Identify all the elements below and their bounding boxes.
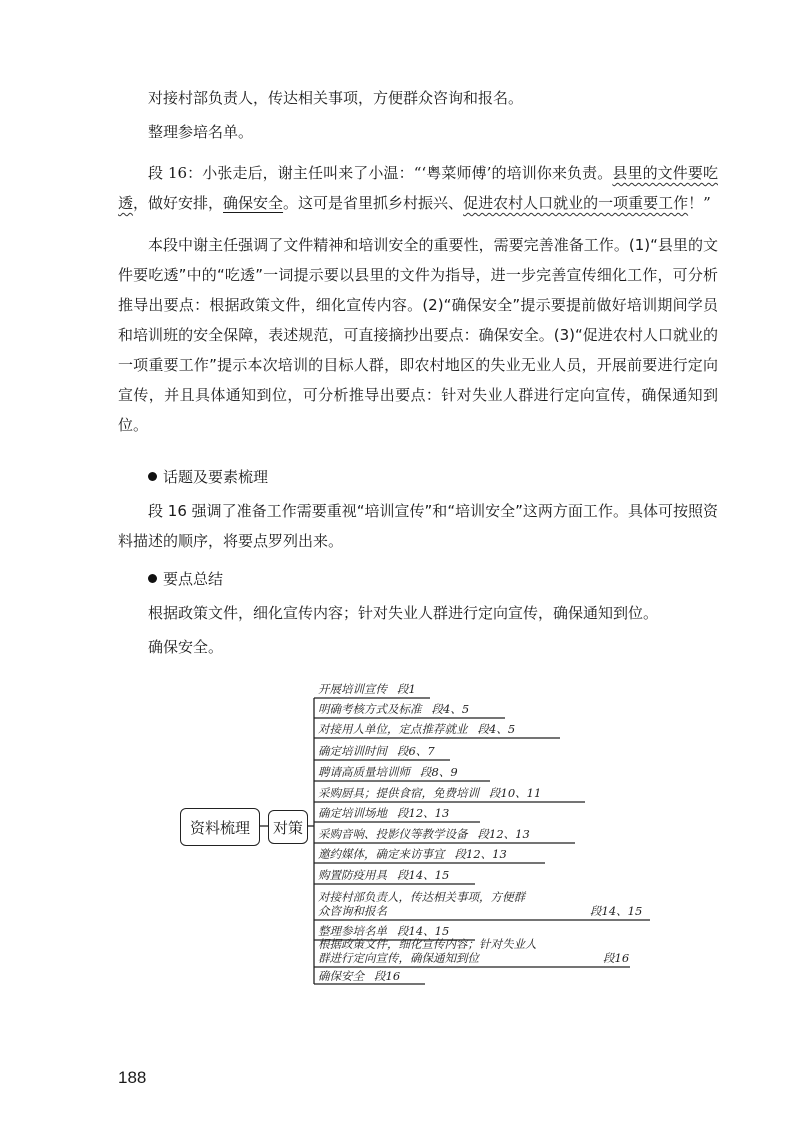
mindmap-root: 资料梳理 [180,808,260,846]
quote-part-a: 段 16：小张走后，谢主任叫来了小温：“‘粤菜师傅’的培训你来负责。 [148,164,613,182]
mindmap-item: 开展培训宣传 段1 [318,682,416,696]
quote-part-h: ！” [688,194,711,212]
mindmap-item: 采购厨具；提供食宿，免费培训 段10、11 [318,786,542,800]
mindmap-item: 确定培训场地 段12、13 [318,806,450,820]
summary-line-1: 根据政策文件，细化宣传内容；针对失业人群进行定向宣传，确保通知到位。 [148,604,659,622]
mindmap-item: 邀约媒体，确定来访事宜 段12、13 [318,847,507,861]
page-number: 188 [118,1068,147,1087]
body-line-2: 整理参培名单。 [148,123,254,141]
mindmap-item: 采购音响、投影仪等教学设备 段12、13 [318,827,530,841]
bullet-topic-label: 话题及要素梳理 [163,468,269,486]
mindmap-item: 根据政策文件，细化宣传内容；针对失业人 群进行定向宣传，确保通知到位 段16 [318,937,630,965]
mindmap-item: 整理参培名单 段14、15 [318,924,450,938]
bullet-dot-icon [148,574,157,583]
mindmap-item: 明确考核方式及标准 段4、5 [318,702,470,716]
analysis-paragraph: 本段中谢主任强调了文件精神和培训安全的重要性，需要完善准备工作。(1)“县里的文件要吃透”中的“吃透”一词提示要以县里的文件为指导，进一步完善宣传细化工作，可分析推导出要点：根据政策文件，细化宣传内容。(2)“确保安全”提示要提前做好培训期间学员和培训班的安全保障，表述规范，可直接摘抄出要点：确保安全。(3)“促进农村人口就业的一项重要工作”提示本次培训的目标人群，即农村地区的失业无业人员，开展前要进行定向宣传，并且具体通知到位，可分析推导出要点：针对失业人群进行定向宣传，确保通知到位。 [118,236,718,434]
bullet-summary-heading [148,564,223,594]
summary-line-2: 确保安全。 [148,638,224,656]
mindmap-item: 购置防疫用具 段14、15 [318,868,450,882]
quote-part-f: 。这可是省里抓乡村振兴、 [283,194,464,212]
bullet-topic-heading [148,462,268,492]
mindmap-item: 对接村部负责人，传达相关事项，方便群 众咨询和报名 段14、15 [318,890,643,918]
mindmap-item: 聘请高质量培训师 段8、9 [318,765,458,779]
bullet-dot-icon [148,472,157,481]
paragraph-16-quote [118,158,718,218]
topic-paragraph: 段 16 强调了准备工作需要重视“培训宣传”和“培训安全”这两方面工作。具体可按照资料描述的顺序，将要点罗列出来。 [118,502,718,550]
mindmap-item: 对接用人单位，定点推荐就业 段4、5 [318,722,516,736]
mindmap-item: 确定培训时间 段6、7 [318,744,435,758]
quote-highlight-file-end: 透 [118,194,134,212]
quote-part-d: ，做好安排， [133,194,224,212]
bullet-summary-label: 要点总结 [163,570,224,588]
mindmap-branch: 对策 [268,810,308,844]
quote-highlight-safety: 确保安全 [223,194,284,212]
quote-highlight-file: 县里的文件要吃 [612,164,718,182]
quote-highlight-employment: 促进农村人口就业的一项重要工作 [463,194,689,212]
mindmap-item: 确保安全 段16 [318,969,401,983]
body-line-1: 对接村部负责人，传达相关事项，方便群众咨询和报名。 [148,89,524,107]
